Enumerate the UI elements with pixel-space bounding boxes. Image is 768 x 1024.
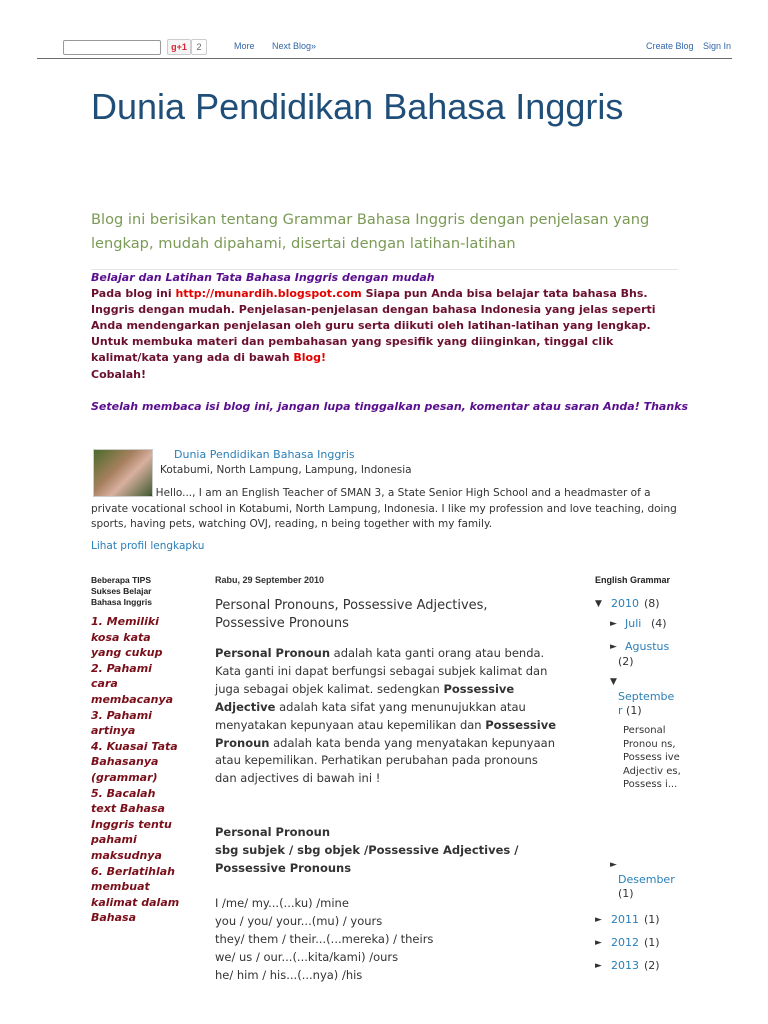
archive-title: English Grammar bbox=[595, 575, 671, 585]
blog-word-link[interactable]: Blog! bbox=[293, 351, 326, 365]
collapsed-arrow-icon[interactable]: ► bbox=[595, 961, 602, 971]
archive-month-juli[interactable]: Juli bbox=[625, 617, 642, 630]
collapsed-arrow-icon[interactable]: ► bbox=[610, 619, 617, 629]
archive-month-september[interactable] bbox=[618, 690, 678, 718]
archive-year-2013[interactable]: 2013 bbox=[611, 959, 639, 972]
collapsed-arrow-icon[interactable]: ► bbox=[595, 938, 602, 948]
pronoun-row: I /me/ my...(...ku) /mine bbox=[215, 896, 349, 910]
post-text-3: adalah kata benda yang menyatakan kepunyaan atau kepemilikan. Perhatikan perubahan pada pronouns dan adjectives di bawah ini ! bbox=[215, 735, 555, 786]
expanded-arrow-icon[interactable]: ▼ bbox=[595, 599, 602, 609]
intro-closing: Setelah membaca isi blog ini, jangan lupa tinggalkan pesan, komentar atau saran Anda! Thanks bbox=[91, 399, 689, 413]
create-blog-link[interactable]: Create Blog bbox=[646, 41, 694, 51]
pronoun-row: you / you/ your...(mu) / yours bbox=[215, 913, 383, 928]
pronoun-row: they/ them / their...(...mereka) / theirs bbox=[215, 931, 434, 946]
profile-bio-text: . Hello..., I am an English Teacher of SMAN 3, a State Senior High School and a headmaster of a private vocational school in Kotabumi, North Lampung, Indonesia. I like my profession and love teaching, doing sports, having pets, watching OVJ, reading, n being together with my family. bbox=[91, 487, 677, 530]
archive-count: (1) bbox=[644, 936, 660, 949]
collapsed-arrow-icon[interactable]: ► bbox=[610, 860, 617, 870]
intro-text-b: Siapa pun Anda bisa belajar tata bahasa Bhs. Inggris dengan mudah. Penjelasan-penjelasan dengan bahasa Indonesia yang jelas seperti Anda mendengarkan penjelasan oleh guru serta diikuti oleh latihan-latihan yang lengkap. Untuk membuka materi dan pembahasan yang spesifik yang diinginkan, tinggal clik kalimat/kata yang ada di bawah bbox=[91, 287, 656, 365]
profile-name-link[interactable]: Dunia Pendidikan Bahasa Inggris bbox=[174, 448, 355, 461]
archive-count: (8) bbox=[644, 597, 660, 610]
profile-bio bbox=[91, 486, 681, 533]
term-personal-pronoun: Personal Pronoun bbox=[215, 646, 330, 660]
archive-count: (1) bbox=[618, 887, 634, 900]
intro-text-a: Pada blog ini bbox=[91, 287, 176, 301]
post-body bbox=[215, 645, 560, 788]
profile-location: Kotabumi, North Lampung, Lampung, Indonesia bbox=[160, 464, 412, 476]
post-text-2: adalah kata sifat yang menunujukkan atau menyatakan kepunyaan atau kepemilikan dan bbox=[215, 699, 526, 732]
sign-in-link[interactable]: Sign In bbox=[703, 41, 732, 51]
archive-year-2012[interactable]: 2012 bbox=[611, 936, 639, 949]
intro-text bbox=[91, 270, 691, 415]
archive-count: (1) bbox=[626, 704, 642, 717]
intro-paragraph bbox=[91, 286, 691, 366]
gplus-button[interactable]: g+1 bbox=[167, 39, 191, 55]
tips-list bbox=[91, 614, 181, 926]
tip-item: 6. Berlatihlah membuat kalimat dalam Bahasa bbox=[91, 864, 180, 925]
navbar-search-input[interactable] bbox=[63, 40, 161, 55]
intro-try: Cobalah! bbox=[91, 367, 146, 381]
pronoun-list bbox=[215, 895, 560, 985]
next-blog-link[interactable]: Next Blog» bbox=[272, 41, 317, 51]
archive-post-link[interactable]: Personal Pronou ns, Possess ive Adjectiv es, Possess i... bbox=[623, 725, 681, 790]
subheading-line-1: Personal Pronoun bbox=[215, 825, 330, 839]
tip-item: 1. Memiliki kosa kata yang cukup bbox=[91, 615, 163, 660]
archive-count: (2) bbox=[644, 959, 660, 972]
archive-count: (4) bbox=[651, 617, 667, 630]
intro-heading: Belajar dan Latihan Tata Bahasa Inggris dengan mudah bbox=[91, 271, 435, 284]
collapsed-arrow-icon[interactable]: ► bbox=[595, 915, 602, 925]
tip-item: 3. Pahami artinya bbox=[91, 708, 152, 738]
blog-title[interactable]: Dunia Pendidikan Bahasa Inggris bbox=[91, 86, 624, 127]
blog-url-link[interactable]: http://munardih.blogspot.com bbox=[175, 287, 362, 301]
subheading-line-2: sbg subjek / sbg objek /Possessive Adjectives / Possessive Pronouns bbox=[215, 842, 519, 875]
tip-item: 2. Pahami cara membacanya bbox=[91, 661, 174, 706]
more-link[interactable]: More bbox=[234, 41, 255, 51]
blogger-navbar bbox=[0, 0, 768, 58]
post-text-1: adalah kata ganti orang atau benda. Kata ganti ini dapat berfungsi sebagai subjek kalimat dan juga sebagai objek kalimat. sedengkan bbox=[215, 646, 548, 696]
gplus-count: 2 bbox=[191, 39, 207, 55]
collapsed-arrow-icon[interactable]: ► bbox=[610, 642, 617, 652]
post-date: Rabu, 29 September 2010 bbox=[215, 575, 325, 585]
term-possessive-adjective: Possessive Adjective bbox=[215, 681, 515, 714]
view-full-profile-link[interactable]: Lihat profil lengkapku bbox=[91, 540, 205, 552]
archive-year-2010[interactable]: 2010 bbox=[611, 597, 639, 610]
tip-item: 5. Bacalah text Bahasa Inggris tentu pahami maksudnya bbox=[91, 786, 172, 862]
archive-count: (2) bbox=[618, 655, 634, 668]
expanded-arrow-icon[interactable]: ▼ bbox=[610, 677, 617, 687]
navbar-divider bbox=[37, 58, 732, 59]
archive-september-label[interactable]: Septembe r bbox=[618, 690, 675, 717]
blog-description: Blog ini berisikan tentang Grammar Bahasa Inggris dengan penjelasan yang lengkap, mudah dipahami, disertai dengan latihan-latihan bbox=[91, 211, 650, 252]
post-subheading bbox=[215, 824, 560, 878]
post-title[interactable]: Personal Pronouns, Possessive Adjectives, Possessive Pronouns bbox=[215, 598, 488, 631]
pronoun-row: we/ us / our...(...kita/kami) /ours bbox=[215, 949, 399, 964]
tips-title: Beberapa TIPS Sukses Belajar Bahasa Inggris bbox=[91, 575, 152, 607]
archive-month-desember[interactable]: Desember bbox=[618, 873, 675, 886]
archive-month-agustus[interactable]: Agustus bbox=[625, 640, 670, 653]
tip-item: 4. Kuasai Tata Bahasanya (grammar) bbox=[91, 739, 178, 784]
archive-count: (1) bbox=[644, 913, 660, 926]
archive-year-2011[interactable]: 2011 bbox=[611, 913, 639, 926]
pronoun-row: he/ him / his...(...nya) /his bbox=[215, 967, 363, 982]
term-possessive-pronoun: Possessive Pronoun bbox=[215, 717, 556, 750]
